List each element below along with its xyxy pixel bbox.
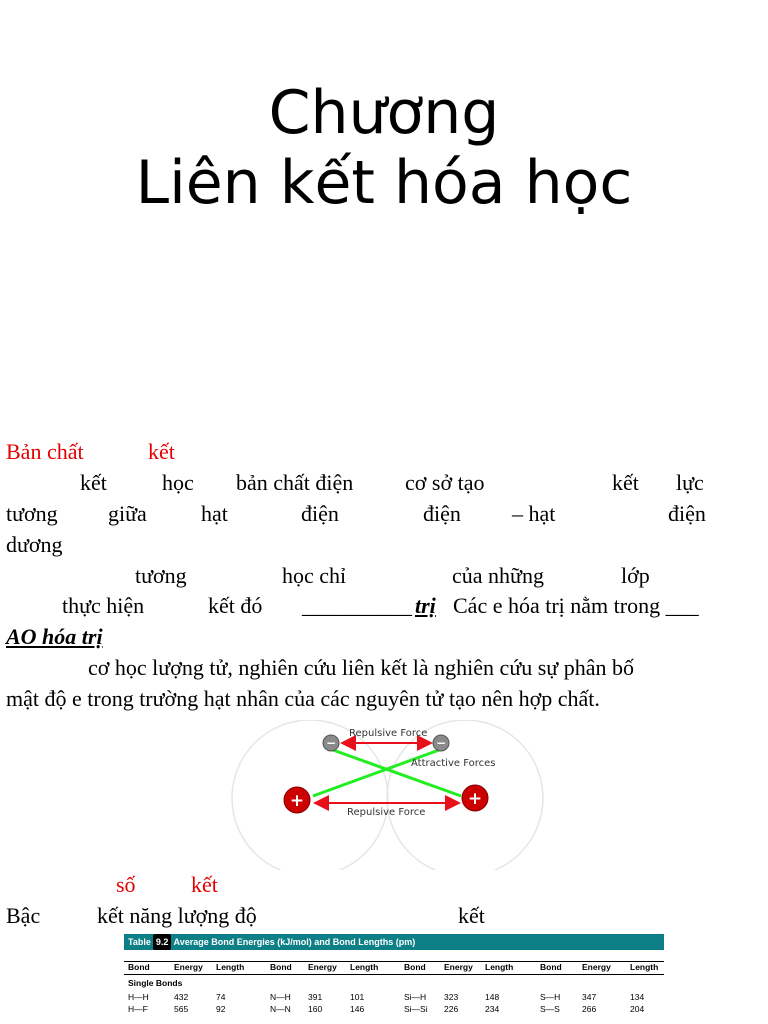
- bac-word-1: Bậc: [6, 903, 41, 928]
- table-cell: 226: [444, 1004, 459, 1014]
- title-line-2: Liên kết hóa học: [135, 148, 633, 218]
- label-repulsive-top: Repulsive Force: [349, 728, 428, 739]
- table-cell: S—H: [540, 992, 561, 1002]
- bond-energy-table: [124, 934, 664, 1024]
- p5-blank: __________: [302, 593, 412, 618]
- table-number-badge: 9.2: [153, 934, 172, 950]
- table-cell: H—H: [128, 992, 149, 1002]
- table-divider: [124, 974, 664, 975]
- bac-word-2: kết năng lượng độ: [97, 903, 257, 928]
- table-header-cell: Energy: [582, 962, 611, 972]
- table-cell: 160: [308, 1004, 323, 1014]
- p2-word-1: tương: [6, 501, 58, 526]
- table-label: Table: [128, 937, 151, 947]
- table-cell: 347: [582, 992, 597, 1002]
- table-header-cell: Energy: [308, 962, 337, 972]
- table-header-cell: Bond: [128, 962, 150, 972]
- table-cell: 432: [174, 992, 189, 1002]
- p1-word-3: bản chất điện: [236, 470, 354, 495]
- table-cell: N—N: [270, 1004, 291, 1014]
- table-header-cell: Energy: [174, 962, 203, 972]
- label-repulsive-bottom: Repulsive Force: [347, 807, 426, 818]
- p5-word-1: thực hiện: [62, 593, 145, 618]
- p2-word-2: giữa: [108, 501, 147, 526]
- table-cell: S—S: [540, 1004, 560, 1014]
- p2-word-5: điện: [423, 501, 461, 526]
- table-cell: N—H: [270, 992, 291, 1002]
- title-line-1: Chương: [268, 78, 500, 148]
- table-cell: Si—H: [404, 992, 427, 1002]
- table-cell: 146: [350, 1004, 365, 1014]
- p2-word-3: hạt: [201, 501, 228, 526]
- p4-word-4: lớp: [621, 563, 650, 588]
- p1-word-6: lực: [676, 470, 704, 495]
- p4-word-1: tương: [135, 563, 187, 588]
- p4-word-3: của những: [452, 563, 544, 588]
- table-header-cell: Length: [630, 962, 659, 972]
- p1-word-5: kết: [612, 470, 639, 495]
- p2-word-4: điện: [301, 501, 339, 526]
- p5-tri: trị: [415, 593, 436, 618]
- electron-left-sign: −: [325, 736, 337, 750]
- p4-word-2: học chỉ: [282, 563, 347, 588]
- quantum-line-2: mật độ e trong trường hạt nhân của các nguyên tử tạo nên hợp chất.: [6, 686, 600, 711]
- table-cell: 148: [485, 992, 500, 1002]
- label-attractive: Attractive Forces: [411, 758, 496, 769]
- bond-forces-diagram: [225, 720, 550, 870]
- p2-word-6: – hạt: [512, 501, 556, 526]
- p1-word-1: kết: [80, 470, 107, 495]
- heading-part-1: Bản chất: [6, 439, 84, 464]
- table-header-cell: Bond: [540, 962, 562, 972]
- table-cell: 391: [308, 992, 323, 1002]
- table-title-bar: [124, 934, 664, 950]
- table-header-cell: Bond: [404, 962, 426, 972]
- table-cell: H—F: [128, 1004, 148, 1014]
- p5-word-2: kết đó: [208, 593, 263, 618]
- nucleus-right-sign: +: [467, 789, 483, 809]
- attractive-force-line-1: [333, 750, 461, 796]
- p2-word-7: điện: [668, 501, 706, 526]
- table-cell: 101: [350, 992, 365, 1002]
- bac-word-3: kết: [458, 903, 485, 928]
- red-word-ket: kết: [191, 872, 218, 897]
- table-cell: Si—Si: [404, 1004, 428, 1014]
- table-header-cell: Length: [485, 962, 514, 972]
- table-cell: 92: [216, 1004, 226, 1014]
- p1-word-2: học: [162, 470, 194, 495]
- nucleus-left-sign: +: [289, 791, 305, 811]
- table-header-cell: Energy: [444, 962, 473, 972]
- table-cell: 234: [485, 1004, 500, 1014]
- p3-word-1: dương: [6, 532, 63, 557]
- table-cell: 74: [216, 992, 226, 1002]
- table-cell: 266: [582, 1004, 597, 1014]
- table-section-label: Single Bonds: [128, 978, 183, 988]
- quantum-line-1: cơ học lượng tử, nghiên cứu liên kết là nghiên cứu sự phân bố: [88, 655, 634, 680]
- table-title: Average Bond Energies (kJ/mol) and Bond Lengths (pm): [173, 937, 416, 947]
- p5-rest: Các e hóa trị nằm trong ___: [453, 593, 699, 618]
- table-cell: 323: [444, 992, 459, 1002]
- heading-part-2: kết: [148, 439, 175, 464]
- table-cell: 565: [174, 1004, 189, 1014]
- p1-word-4: cơ sở tạo: [405, 470, 485, 495]
- table-header-cell: Length: [350, 962, 379, 972]
- table-cell: 134: [630, 992, 645, 1002]
- electron-right-sign: −: [435, 736, 447, 750]
- red-word-so: số: [116, 872, 136, 897]
- table-header-cell: Length: [216, 962, 245, 972]
- table-cell: 204: [630, 1004, 645, 1014]
- table-header-cell: Bond: [270, 962, 292, 972]
- ao-hoa-tri-heading: AO hóa trị: [6, 624, 103, 649]
